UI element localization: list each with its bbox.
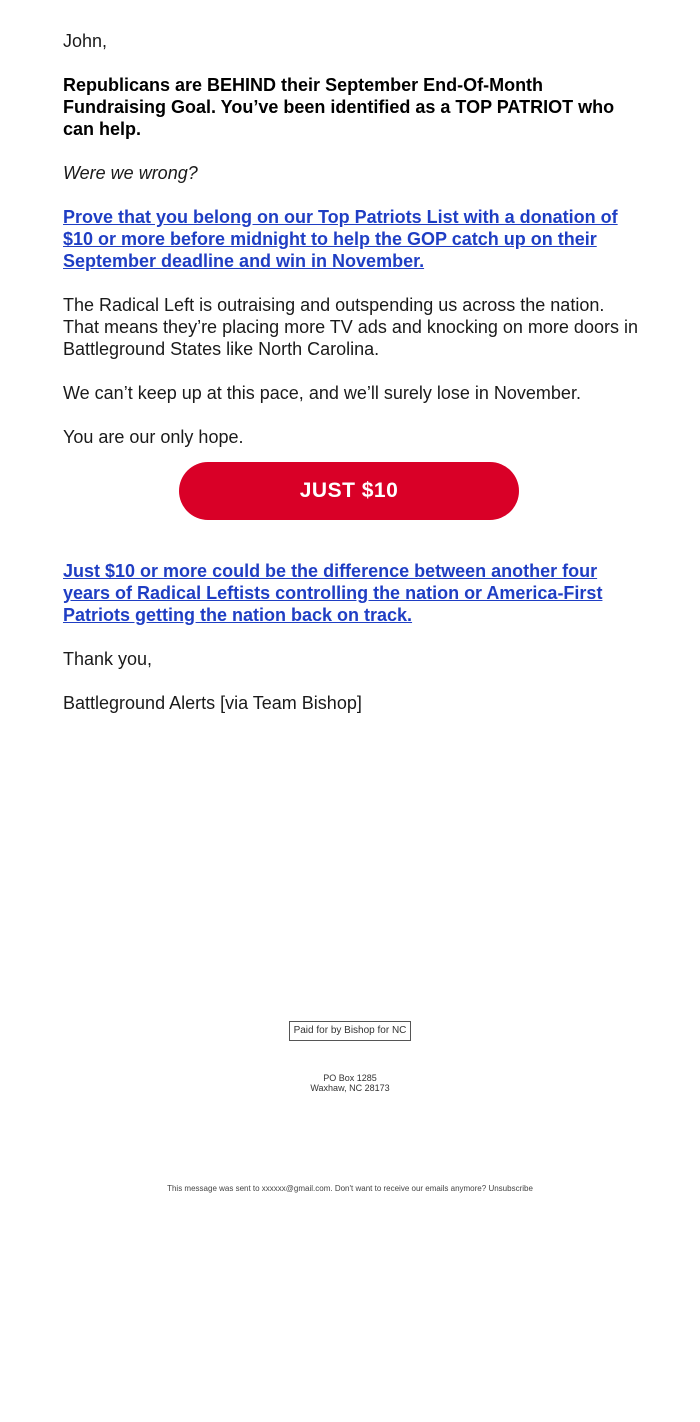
paid-for-disclaimer: Paid for by Bishop for NC (289, 1021, 412, 1041)
donate-button-container (63, 462, 643, 520)
address-line-2: Waxhaw, NC 28173 (310, 1083, 390, 1093)
unsubscribe-text: This message was sent to xxxxxx@gmail.com. Don't want to receive our emails anymore? (167, 1184, 487, 1193)
question-text: Were we wrong? (63, 163, 198, 183)
address-line-1: PO Box 1285 (323, 1073, 377, 1083)
unsubscribe-link[interactable]: Unsubscribe (488, 1184, 533, 1193)
donate-link-difference[interactable]: Just $10 or more could be the difference between another four years of Radical Leftists controlling the nation or America-First Patriots getting the nation back on track. (63, 561, 603, 625)
signoff: Thank you, (63, 649, 153, 669)
salutation: John, (63, 31, 108, 51)
unsubscribe-notice (0, 1184, 700, 1194)
mailing-address (0, 1073, 700, 1093)
body-paragraph-radical-left: The Radical Left is outraising and outspending us across the nation. That means they’re placing more TV ads and knocking on more doors in Battleground States like North Carolina. (63, 295, 638, 359)
body-paragraph-pace: We can’t keep up at this pace, and we’ll surely lose in November. (63, 383, 581, 403)
lead-paragraph: Republicans are BEHIND their September End-Of-Month Fundraising Goal. You’ve been identified as a TOP PATRIOT who can help. (63, 75, 615, 139)
donate-button[interactable]: JUST $10 (179, 462, 519, 520)
donate-link-top-patriots[interactable]: Prove that you belong on our Top Patriots List with a donation of $10 or more before midnight to help the GOP catch up on their September deadline and win in November. (63, 207, 618, 271)
signature: Battleground Alerts [via Team Bishop] (63, 693, 362, 713)
email-body (63, 30, 643, 736)
body-paragraph-only-hope: You are our only hope. (63, 427, 244, 447)
paid-for-disclaimer-container (0, 1020, 700, 1041)
